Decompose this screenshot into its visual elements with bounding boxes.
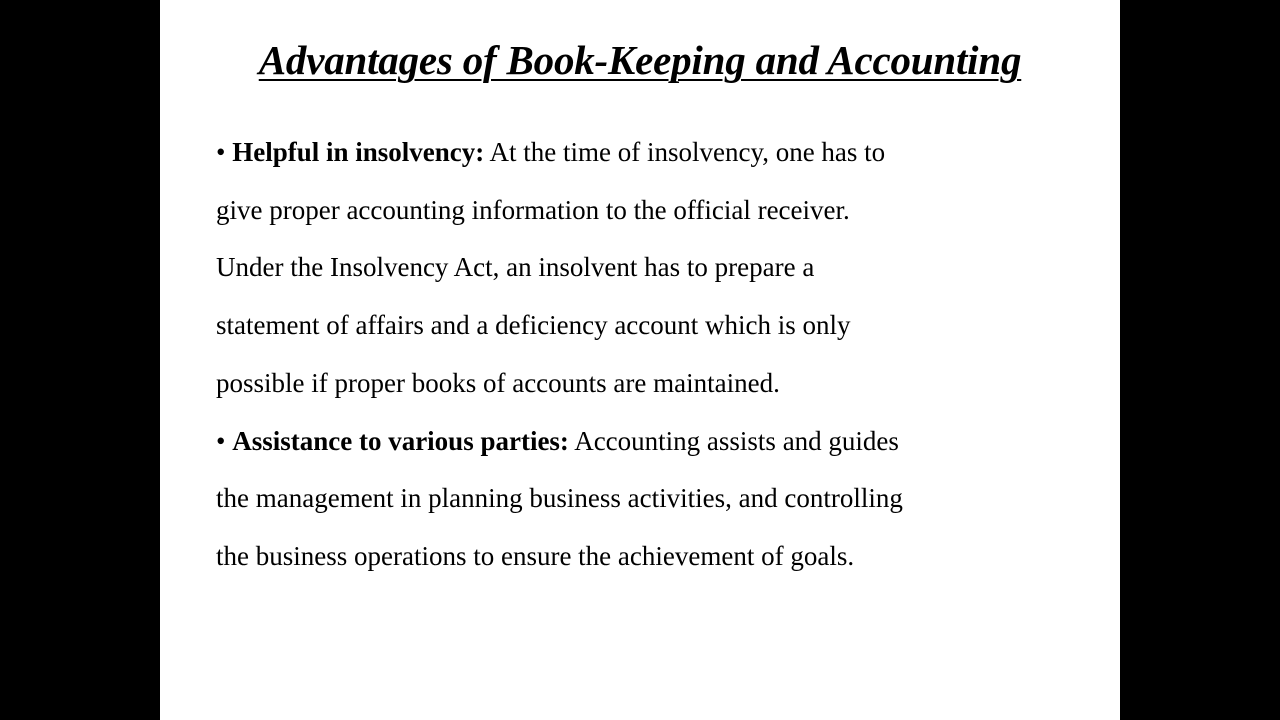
- slide-title: Advantages of Book-Keeping and Accounting: [258, 37, 1022, 83]
- slide-body: [216, 124, 1046, 586]
- bullet-point-insolvency: [216, 124, 1046, 413]
- text-line: Under the Insolvency Act, an insolvent has to prepare a: [216, 252, 815, 283]
- text-line: the business operations to ensure the achievement of goals.: [216, 540, 855, 571]
- text-line: the management in planning business activities, and controlling: [216, 483, 903, 514]
- text-line: Accounting assists and guides: [574, 425, 899, 456]
- bullet-point-assistance: [216, 413, 1046, 586]
- text-line: At the time of insolvency, one has to: [489, 137, 886, 167]
- bullet-term: Assistance to various parties:: [232, 425, 569, 456]
- text-line: statement of affairs and a deficiency account which is only: [216, 310, 851, 341]
- bullet-marker: •: [216, 137, 226, 167]
- slide: [160, 0, 1120, 720]
- text-line: possible if proper books of accounts are maintained.: [216, 367, 780, 398]
- text-line: give proper accounting information to the official receiver.: [216, 194, 850, 225]
- bullet-term: Helpful in insolvency:: [232, 137, 485, 167]
- bullet-marker: •: [216, 425, 226, 456]
